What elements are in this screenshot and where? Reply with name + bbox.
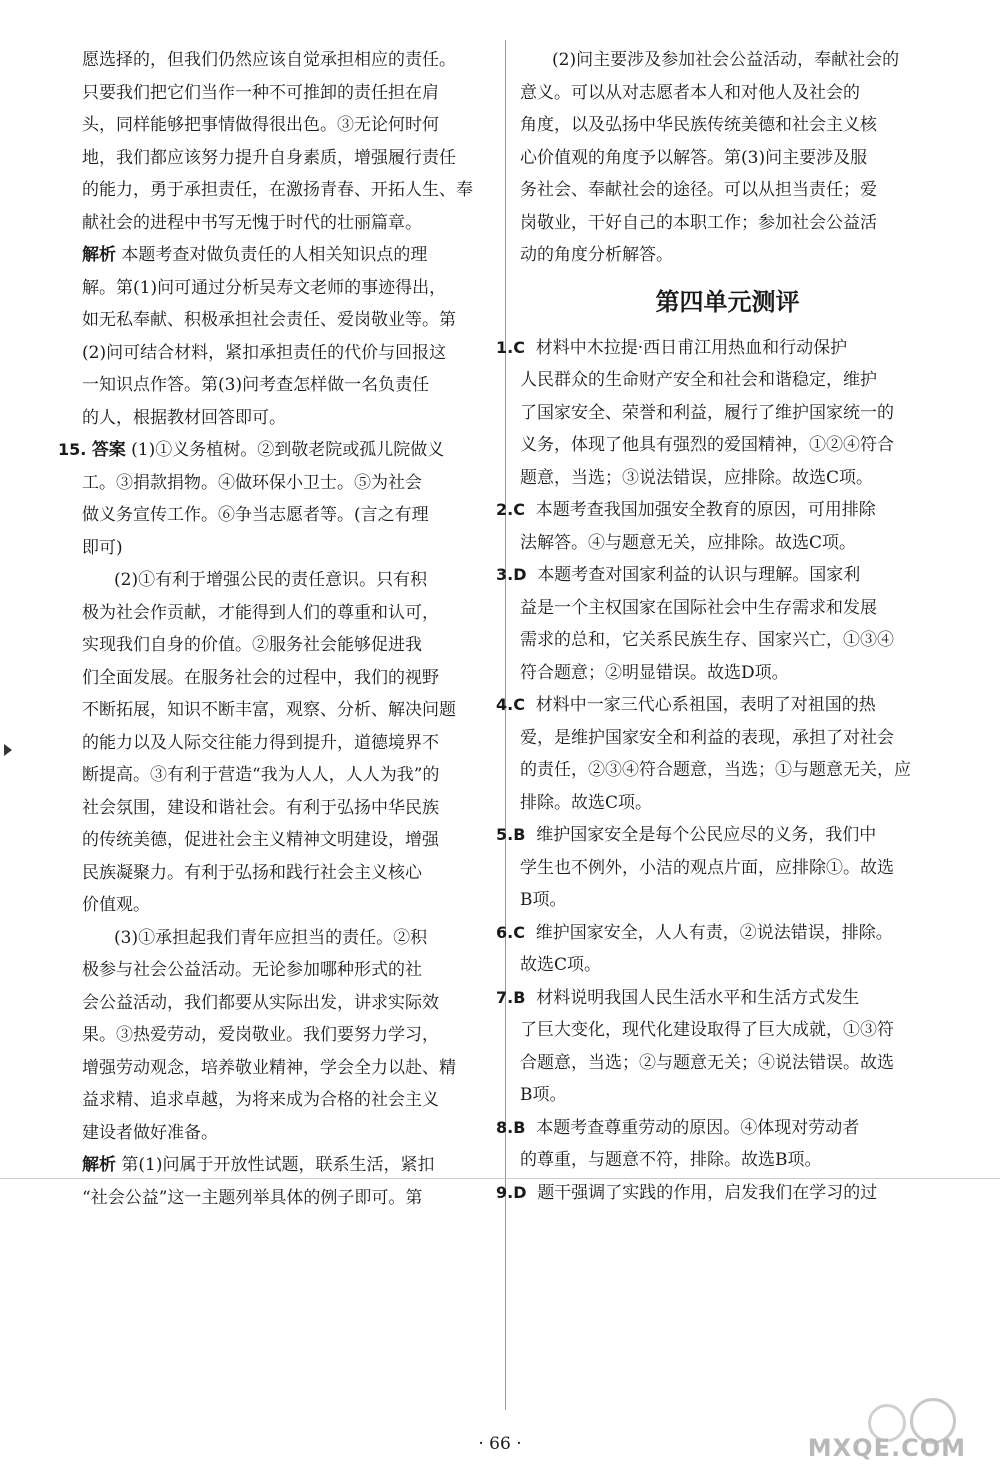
text-line: 如无私奉献、积极承担社会责任、爱岗敬业等。第 bbox=[82, 310, 456, 330]
answer-choice: B bbox=[513, 825, 526, 844]
answer-item bbox=[496, 689, 935, 722]
text-line: 的传统美德，促进社会主义精神文明建设，增强 bbox=[82, 830, 439, 850]
text-line: 价值观。 bbox=[82, 895, 150, 915]
section-title: 第四单元测评 bbox=[655, 287, 800, 316]
answer-explanation: 本题考查对国家利益的认识与理解。国家利 bbox=[537, 565, 861, 585]
text-line: 只要我们把它们当作一种不可推卸的责任担在肩 bbox=[82, 82, 439, 103]
answer-item bbox=[496, 332, 935, 365]
text-line: (2)问主要涉及参加社会公益活动，奉献社会的 bbox=[552, 50, 900, 70]
text-line: 需求的总和，它关系民族生存、国家兴亡，①③④ bbox=[520, 630, 894, 650]
text-line: 民族凝聚力。有利于弘扬和践行社会主义核心 bbox=[82, 862, 422, 883]
question-number: 7. bbox=[496, 987, 514, 1007]
text-line: 人民群众的生命财产安全和社会和谐稳定，维护 bbox=[520, 370, 877, 390]
text-line: 了国家安全、荣誉和利益，履行了维护国家统一的 bbox=[520, 402, 894, 423]
answer-item bbox=[496, 494, 935, 527]
question-number: 15. bbox=[58, 440, 87, 459]
answer-item bbox=[496, 917, 935, 950]
text-line: 社会氛围，建设和谐社会。有利于弘扬中华民族 bbox=[82, 797, 439, 818]
text-line: 心价值观的角度予以解答。第(3)问主要涉及服 bbox=[520, 147, 868, 168]
text-line: 断提高。③有利于营造“我为人人，人人为我”的 bbox=[82, 765, 440, 785]
text-span: 本题考查对做负责任的人相关知识点的理 bbox=[121, 245, 428, 265]
text-line: 实现我们自身的价值。②服务社会能够促进我 bbox=[82, 635, 422, 655]
text-line: 爱，是维护国家安全和利益的表现，承担了对社会 bbox=[520, 727, 894, 748]
text-line: 符合题意；②明显错误。故选D项。 bbox=[520, 662, 789, 683]
text-line: “社会公益”这一主题列举具体的例子即可。第 bbox=[82, 1187, 423, 1208]
text-line: 法解答。④与题意无关，应排除。故选C项。 bbox=[520, 532, 857, 553]
question-number: 2. bbox=[496, 500, 514, 519]
text-line: 工。③捐款捐物。④做环保小卫士。⑤为社会 bbox=[82, 472, 422, 493]
question-number: 3. bbox=[496, 565, 514, 584]
answer-item bbox=[496, 982, 935, 1015]
text-line: B项。 bbox=[520, 890, 567, 910]
answer-explanation: 题干强调了实践的作用，启发我们在学习的过 bbox=[537, 1182, 878, 1203]
analysis-label: 解析 bbox=[82, 1155, 116, 1175]
text-line: 题意，当选；③说法错误，应排除。故选C项。 bbox=[520, 467, 874, 488]
text-line: 的人，根据教材回答即可。 bbox=[82, 407, 286, 428]
text-line: 头，同样能够把事情做得很出色。③无论何时何 bbox=[82, 115, 439, 135]
answer-explanation: 本题考查我国加强安全教育的原因，可用排除 bbox=[535, 500, 876, 520]
question-number: 4. bbox=[496, 695, 514, 714]
margin-mark bbox=[4, 744, 12, 756]
answer-list bbox=[496, 332, 935, 1210]
text-line: 义务，体现了他具有强烈的爱国精神，①②④符合 bbox=[520, 435, 894, 455]
text-line: 地，我们都应该努力提升自身素质，增强履行责任 bbox=[82, 147, 456, 168]
left-column bbox=[58, 44, 494, 1214]
answer-explanation: 本题考查尊重劳动的原因。④体现对劳动者 bbox=[536, 1117, 860, 1138]
text-line: 益求精、追求卓越，为将来成为合格的社会主义 bbox=[82, 1090, 439, 1110]
answer-explanation: 维护国家安全，人人有责，②说法错误，排除。 bbox=[535, 922, 893, 943]
answer-choice: C bbox=[513, 337, 525, 357]
text-line: 果。③热爱劳动，爱岗敬业。我们要努力学习， bbox=[82, 1025, 439, 1045]
analysis-label: 解析 bbox=[82, 245, 116, 265]
text-line: 极参与社会公益活动。无论参加哪种形式的社 bbox=[82, 960, 422, 980]
text-line: 建设者做好准备。 bbox=[82, 1122, 218, 1143]
answer-explanation: 材料说明我国人民生活水平和生活方式发生 bbox=[536, 987, 860, 1008]
answer-choice: B bbox=[513, 1117, 526, 1137]
text-line: 愿选择的，但我们仍然应该自觉承担相应的责任。 bbox=[82, 50, 456, 70]
answer-item bbox=[496, 1177, 935, 1210]
text-line: 排除。故选C项。 bbox=[520, 792, 653, 813]
watermark-logo bbox=[776, 1398, 986, 1468]
answer-choice: C bbox=[513, 695, 525, 714]
watermark-text: MXQE.COM bbox=[807, 1434, 966, 1462]
text-line: (3)①承担起我们青年应担当的责任。②积 bbox=[114, 927, 428, 948]
text-span: (1)①义务植树。②到敬老院或孤儿院做义 bbox=[131, 440, 445, 460]
text-line: 不断拓展，知识不断丰富，观察、分析、解决问题 bbox=[82, 700, 456, 720]
text-span: 第(1)问属于开放性试题，联系生活，紧扣 bbox=[121, 1155, 435, 1175]
text-line: 的责任，②③④符合题意，当选；①与题意无关，应 bbox=[520, 760, 911, 780]
text-line: B项。 bbox=[520, 1085, 567, 1105]
answer-explanation: 材料中木拉提·西日甫江用热血和行动保护 bbox=[535, 337, 848, 358]
answer-choice: C bbox=[513, 500, 525, 519]
text-line: 增强劳动观念，培养敬业精神，学会全力以赴、精 bbox=[82, 1057, 456, 1078]
text-line: 即可) bbox=[82, 537, 123, 558]
answer-choice: D bbox=[513, 1182, 527, 1202]
answer-item bbox=[496, 819, 935, 852]
text-line: 的能力以及人际交往能力得到提升，道德境界不 bbox=[82, 732, 439, 753]
answer-choice: C bbox=[513, 922, 525, 942]
text-line: 动的角度分析解答。 bbox=[520, 245, 673, 265]
text-line: 极为社会作贡献，才能得到人们的尊重和认可， bbox=[82, 602, 439, 623]
text-line: 了巨大变化，现代化建设取得了巨大成就，①③符 bbox=[520, 1020, 894, 1040]
text-line: 故选C项。 bbox=[520, 955, 602, 975]
text-line: (2)问可结合材料，紧扣承担责任的代价与回报这 bbox=[82, 342, 447, 363]
text-line: 的尊重，与题意不符，排除。故选B项。 bbox=[520, 1150, 822, 1170]
answer-explanation: 材料中一家三代心系祖国，表明了对祖国的热 bbox=[535, 695, 876, 715]
right-column bbox=[496, 44, 935, 1209]
text-line: 学生也不例外，小洁的观点片面，应排除①。故选 bbox=[520, 857, 894, 878]
analysis-line bbox=[82, 239, 494, 272]
text-line: 益是一个主权国家在国际社会中生存需求和发展 bbox=[520, 597, 877, 618]
text-line: 们全面发展。在服务社会的过程中，我们的视野 bbox=[82, 667, 439, 688]
text-line: 献社会的进程中书写无愧于时代的壮丽篇章。 bbox=[82, 212, 422, 233]
text-line: 岗敬业，干好自己的本职工作；参加社会公益活 bbox=[520, 212, 877, 233]
answer-choice: D bbox=[513, 565, 527, 584]
page-number: · 66 · bbox=[478, 1434, 522, 1454]
text-line: 务社会、奉献社会的途径。可以从担当责任；爱 bbox=[520, 180, 877, 200]
question-number: 6. bbox=[496, 922, 514, 942]
question-number: 8. bbox=[496, 1117, 514, 1137]
text-line: (2)①有利于增强公民的责任意识。只有积 bbox=[114, 570, 428, 590]
answer-choice: B bbox=[513, 987, 526, 1007]
text-line: 合题意，当选；②与题意无关；④说法错误。故选 bbox=[520, 1052, 894, 1073]
question-number: 9. bbox=[496, 1182, 514, 1202]
answer-item bbox=[496, 559, 935, 592]
text-line: 做义务宣传工作。⑥争当志愿者等。(言之有理 bbox=[82, 505, 429, 525]
answer-item bbox=[496, 1112, 935, 1145]
text-line: 解。第(1)问可通过分析吴寿文老师的事迹得出， bbox=[82, 277, 447, 298]
text-line: 一知识点作答。第(3)问考查怎样做一名负责任 bbox=[82, 375, 430, 395]
text-line: 意义。可以从对志愿者本人和对他人及社会的 bbox=[520, 82, 860, 103]
analysis-line bbox=[82, 1149, 494, 1182]
answer-label: 答案 bbox=[91, 440, 126, 460]
question-number: 1. bbox=[496, 337, 514, 357]
text-line: 角度，以及弘扬中华民族传统美德和社会主义核 bbox=[520, 115, 877, 135]
text-line: 会公益活动，我们都要从实际出发，讲求实际效 bbox=[82, 992, 439, 1013]
answer-line bbox=[58, 434, 494, 467]
answer-explanation: 维护国家安全是每个公民应尽的义务，我们中 bbox=[536, 825, 877, 845]
text-line: 的能力，勇于承担责任，在激扬青春、开拓人生、奉 bbox=[82, 180, 473, 200]
question-number: 5. bbox=[496, 825, 514, 844]
